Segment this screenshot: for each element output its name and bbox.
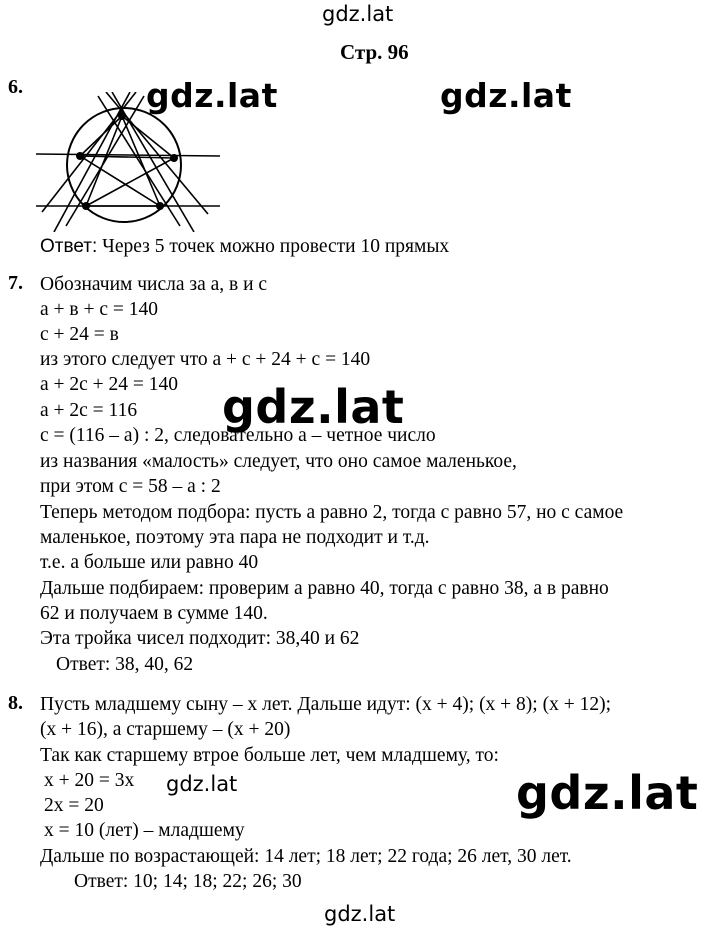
watermark-problem8-small: gdz.lat <box>166 772 238 796</box>
problem-7-line: из названия «малость» следует, что оно самое маленькое, <box>40 451 517 472</box>
problem-7-line: с + 24 = в <box>40 324 119 345</box>
problem-7-line: 62 и получаем в сумме 140. <box>40 603 268 624</box>
watermark-problem8-large: gdz.lat <box>516 766 699 820</box>
problem-6-answer <box>40 234 449 259</box>
problem-8-line: (х + 16), а старшему – (х + 20) <box>40 719 291 740</box>
page-title: Стр. 96 <box>340 40 409 64</box>
problem-7-line: Теперь методом подбора: пусть а равно 2, тогда с равно 57, но с самое <box>40 502 624 523</box>
watermark-problem6-right: gdz.lat <box>440 76 572 115</box>
problem-7-line: а + 2с + 24 = 140 <box>40 374 179 395</box>
problem-8-line: х + 20 = 3х <box>44 770 135 791</box>
problem-7-line: с = (116 – а) : 2, следовательно а – четное число <box>40 425 436 446</box>
problem-7-line: а + в + с = 140 <box>40 299 159 320</box>
problem-8-line: Пусть младшему сыну – х лет. Дальше идут: (х + 4); (х + 8); (х + 12); <box>40 694 611 715</box>
problem-7-line: т.е. а больше или равно 40 <box>40 552 259 573</box>
problem-8-line: Так как старшему втрое больше лет, чем младшему, то: <box>40 745 499 766</box>
watermark-bottom: gdz.lat <box>324 902 396 926</box>
answer-text: Через 5 точек можно провести 10 прямых <box>102 236 450 257</box>
problem-7-answer: Ответ: 38, 40, 62 <box>56 654 194 675</box>
watermark-problem6-left: gdz.lat <box>146 76 278 115</box>
problem-7-line: Обозначим числа за а, в и с <box>40 274 268 295</box>
problem-8-line: Дальше по возрастающей: 14 лет; 18 лет; 22 года; 26 лет, 30 лет. <box>40 846 572 867</box>
watermark-problem7: gdz.lat <box>222 380 405 434</box>
watermark-top: gdz.lat <box>322 2 394 26</box>
five-points-lines-figure <box>36 92 220 232</box>
problem-8-line: х = 10 (лет) – младшему <box>44 820 245 841</box>
problem-7-line: Эта тройка чисел подходит: 38,40 и 62 <box>40 628 360 649</box>
problem-8-line: 2х = 20 <box>44 795 104 816</box>
problem-7-number: 7. <box>8 272 23 294</box>
problem-8-answer: Ответ: 10; 14; 18; 22; 26; 30 <box>74 871 302 892</box>
answer-label: Ответ: <box>40 236 98 257</box>
problem-8-number: 8. <box>8 692 23 714</box>
problem-7-line: Дальше подбираем: проверим а равно 40, тогда с равно 38, а в равно <box>40 578 609 599</box>
problem-7-line: маленькое, поэтому эта пара не подходит и т.д. <box>40 527 430 548</box>
problem-7-line: из этого следует что а + с + 24 + с = 140 <box>40 349 371 370</box>
problem-6-number: 6. <box>8 76 23 98</box>
problem-7-line: при этом с = 58 – а : 2 <box>40 476 221 497</box>
problem-7-line: а + 2с = 116 <box>40 400 138 421</box>
